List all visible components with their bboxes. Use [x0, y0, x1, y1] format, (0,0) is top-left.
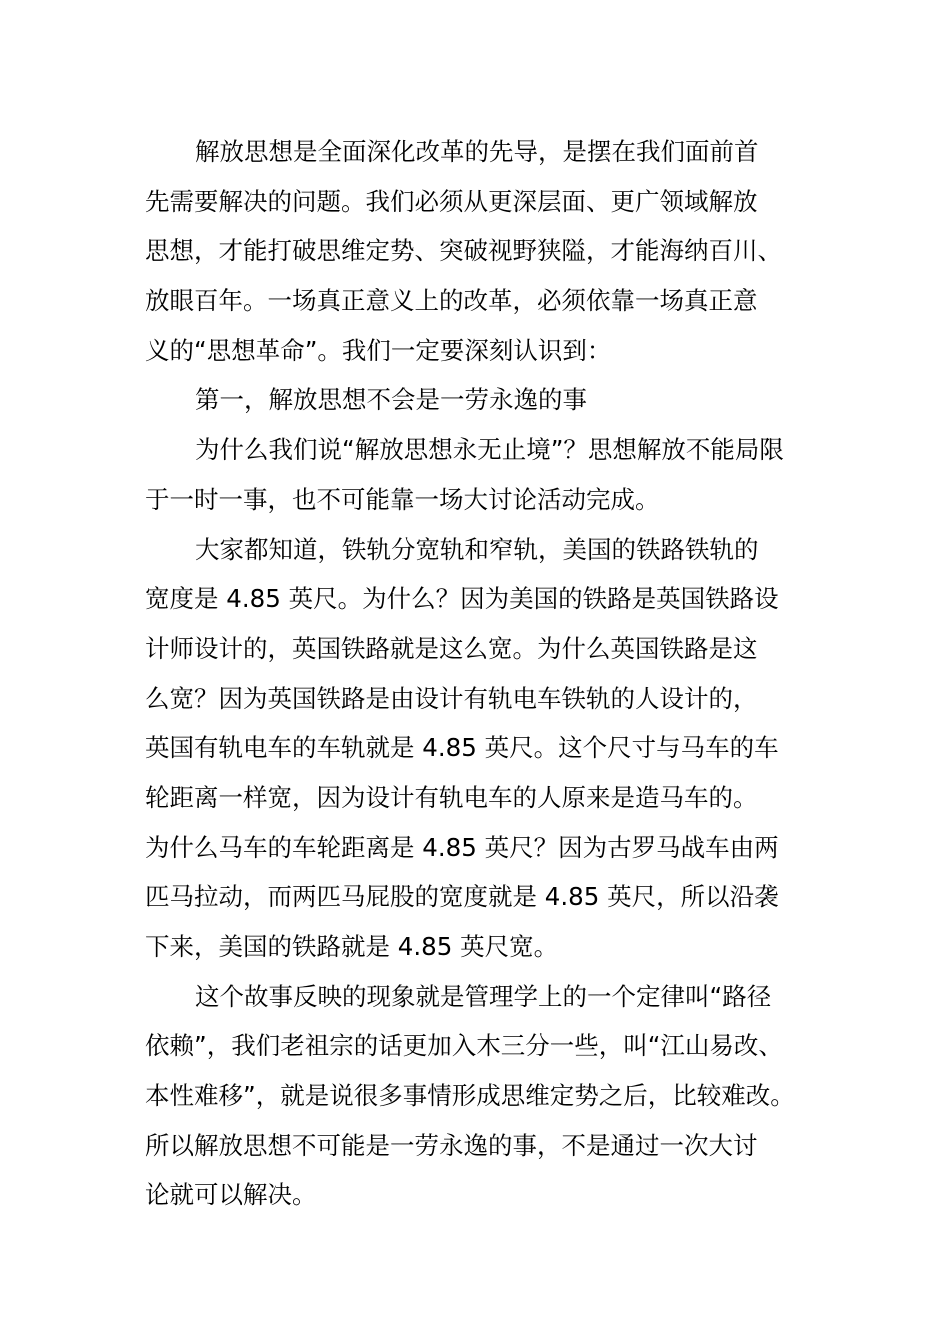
paragraph-3-line-3: 计师设计的，英国铁路就是这么宽。为什么英国铁路是这 — [145, 633, 758, 663]
paragraph-3-line-4: 么宽？因为英国铁路是由设计有轨电车铁轨的人设计的， — [145, 683, 758, 713]
paragraph-3-line-9: 下来，美国的铁路就是 4.85 英尺宽。 — [145, 932, 559, 961]
paragraph-4-line-2: 依赖”，我们老祖宗的话更加入木三分一些，叫“江山易改、 — [145, 1031, 783, 1061]
paragraph-1-line-1: 解放思想是全面深化改革的先导，是摆在我们面前首 — [195, 137, 759, 166]
paragraph-3-line-1: 大家都知道，铁轨分宽轨和窄轨，美国的铁路铁轨的 — [195, 534, 759, 564]
paragraph-3-line-2: 宽度是 4.85 英尺。为什么？因为美国的铁路是英国铁路设 — [145, 584, 779, 614]
paragraph-4-line-1: 这个故事反映的现象就是管理学上的一个定律叫“路径 — [195, 981, 772, 1011]
paragraph-1-line-2: 先需要解决的问题。我们必须从更深层面、更广领域解放 — [145, 186, 758, 216]
paragraph-3-line-8: 匹马拉动，而两匹马屁股的宽度就是 4.85 英尺，所以沿袭 — [145, 882, 779, 912]
paragraph-4-line-4: 所以解放思想不可能是一劳永逸的事，不是通过一次大讨 — [145, 1130, 758, 1160]
paragraph-3-line-7: 为什么马车的车轮距离是 4.85 英尺？因为古罗马战车由两 — [145, 832, 779, 862]
paragraph-3-line-5: 英国有轨电车的车轨就是 4.85 英尺。这个尺寸与马车的车 — [145, 733, 779, 763]
paragraph-1-line-4: 放眼百年。一场真正意义上的改革，必须依靠一场真正意 — [145, 286, 758, 316]
paragraph-3-line-6: 轮距离一样宽，因为设计有轨电车的人原来是造马车的。 — [145, 782, 758, 812]
paragraph-1-line-3: 思想，才能打破思维定势、突破视野狭隘，才能海纳百川、 — [145, 236, 782, 266]
section-heading: 第一，解放思想不会是一劳永逸的事 — [195, 385, 587, 415]
paragraph-4-line-5: 论就可以解决。 — [145, 1180, 317, 1210]
paragraph-2-line-1: 为什么我们说“解放思想永无止境”？思想解放不能局限 — [195, 435, 784, 465]
paragraph-2-line-2: 于一时一事，也不可能靠一场大讨论活动完成。 — [145, 484, 660, 514]
document-body — [145, 127, 810, 1220]
paragraph-1-line-5: 义的“思想革命”。我们一定要深刻认识到： — [145, 335, 612, 365]
paragraph-4-line-3: 本性难移”，就是说很多事情形成思维定势之后，比较难改。 — [145, 1081, 795, 1111]
